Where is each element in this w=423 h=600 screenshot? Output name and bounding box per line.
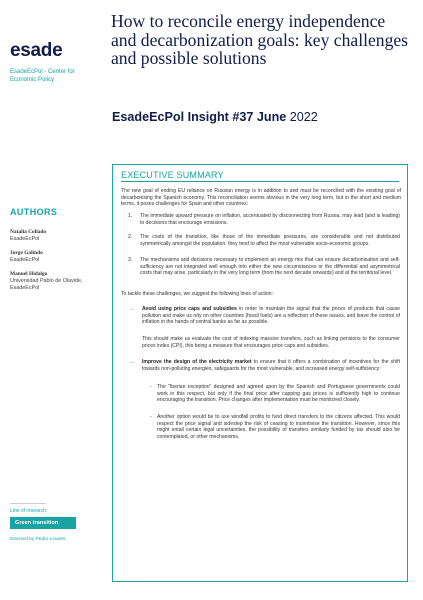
sidebar-divider [10, 503, 46, 504]
sidebar [0, 0, 96, 600]
action-lead: Avoid using price caps and subsidies [142, 306, 237, 312]
authors-heading: AUTHORS [10, 207, 58, 217]
dash-bullet: - [150, 384, 152, 390]
action-item-1-extra: This should make us evaluate the cost of indexing massive transfers, such as linking pensions to the consumer prices index (CPI), this being a measure that encourages price caps and subsidies. [142, 336, 400, 349]
series-label: EsadeEcPol Insight #37 June [112, 110, 287, 124]
challenge-text: The immediate upward pressure on inflation, accentuated by disconnecting from Russia, may lead (and is leading) to decisions that encourage emissions. [140, 213, 400, 226]
sub-item-1: The "Iberian exception" designed and agreed upon by the Spanish and Portuguese governments could work in this respect, but only if the final price after capping gas prices is sufficiently high to continue encouraging the transition. Price changes after implementation must be monitored closely. [157, 384, 400, 403]
summary-intro: The new goal of ending EU reliance on Russian energy is in addition to and must be reconciled with the existing goal of decarbonising the Spanish economy. This reconciliation seems obvious in the very long term, but in the short and medium terms, it poses challenges for Spain and other countries: [121, 188, 401, 207]
author-entry [10, 250, 94, 264]
arrow-icon: → [129, 359, 135, 365]
author-name: Manuel Hidalgo [10, 271, 48, 277]
action-text: in order to maintain the signal that the prices of products that cause pollution and make us rely on other countries (fossil fuels) are a reflection of these issues, and leave the control of inflation in the hands of central banks as far as possible. [142, 306, 400, 325]
action-lead: Improve the design of the electricity market [142, 359, 252, 365]
document-series [112, 110, 318, 124]
document-title: How to reconcile energy independence and decarbonization goals: key challenges and possible solutions [111, 11, 409, 69]
author-name: Jorge Galindo [10, 250, 43, 256]
author-affiliation: Universidad Pablo de Olavide, EsadeEcPol [10, 278, 83, 291]
center-name: EsadeEcPol - Center for Economic Policy [10, 69, 75, 83]
heading-rule [121, 181, 399, 182]
challenge-number: 2. [128, 234, 133, 240]
challenge-number: 1. [128, 213, 133, 219]
arrow-icon: → [129, 306, 135, 312]
dash-bullet: - [150, 414, 152, 420]
executive-summary-heading: EXECUTIVE SUMMARY [121, 170, 224, 180]
challenge-text: The mechanisms and decisions necessary to implement an energy mix that can ensure decarbonisation and self-sufficiency are not integrated well enough into either the new circumstances or the differential and asymmetrical costs that may arise, particularly in the very long term (from the next decade onwards) and at the territorial level. [140, 257, 400, 276]
challenge-text: The costs of the transition, like those of the immediate pressures, are considerable and not distributed symmetrically amongst the population: they tend to affect the most vulnerable socio-economic groups. [140, 234, 400, 247]
author-entry [10, 271, 94, 292]
action-item-1 [142, 306, 400, 326]
series-year: 2022 [289, 110, 318, 124]
action-item-2 [142, 359, 400, 372]
line-of-research-badge: Green transition [10, 517, 76, 529]
directed-by: Directed by Pedro Linares [10, 537, 66, 542]
lines-intro: To tackle these challenges, we suggest the following lines of action: [121, 291, 274, 297]
author-affiliation: EsadeEcPol [10, 236, 40, 242]
executive-summary-box [112, 164, 408, 582]
author-name: Natalia Collado [10, 229, 47, 235]
esade-logo: esade [10, 40, 63, 61]
author-affiliation: EsadeEcPol [10, 257, 40, 263]
action-text: to ensure that it offers a combination of incentives for the shift towards non-polluting energies, safeguards for the most vulnerable, and increased energy self-sufficiency: [142, 359, 400, 372]
author-entry [10, 229, 94, 243]
sub-item-2: Another option would be to use windfall profits to fund direct transfers to the citizens affected. This would respect the price signal and sidestep the risk of ceasing to incentivise the transition. However, since this might entail certain legal uncertainties, the possibility of transfers similarly funded by tax should also be contemplated, or other mechanisms. [157, 414, 400, 440]
line-of-research-label: Line of research: [10, 508, 48, 514]
challenge-number: 3. [128, 257, 133, 263]
